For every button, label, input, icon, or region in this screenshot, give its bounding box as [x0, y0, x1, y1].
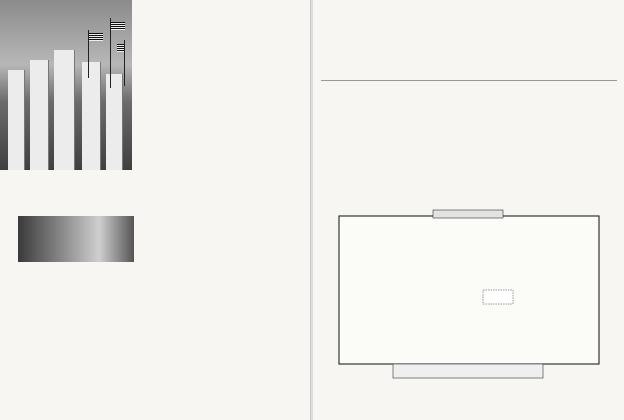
- building-pylon: [54, 50, 75, 170]
- flag-icon: [111, 22, 125, 30]
- exhibitor-directory-col-2: [419, 88, 511, 202]
- bandstand-area: [483, 290, 513, 304]
- right-body-column-1: [321, 22, 409, 76]
- exhibitor-directory-col-1: [321, 84, 413, 202]
- right-body-column-3: [519, 22, 607, 76]
- entrance-facilities: [393, 364, 543, 378]
- hall-outline: [339, 216, 599, 364]
- flagpole: [124, 40, 125, 86]
- left-page: [0, 0, 311, 420]
- building-photo: [0, 0, 132, 170]
- right-body-column-2: [417, 22, 505, 76]
- building-pylon: [106, 74, 123, 170]
- storage-area: [433, 210, 503, 218]
- flag-icon: [117, 44, 124, 52]
- building-pylon: [30, 60, 49, 170]
- right-page: [313, 0, 624, 420]
- section-divider: [321, 80, 617, 81]
- body-column-2: [106, 272, 188, 400]
- body-column-3: [194, 272, 276, 400]
- building-pylon: [8, 70, 25, 170]
- floor-plan: [313, 204, 624, 394]
- flag-icon: [89, 33, 103, 41]
- building-pylon: [82, 62, 101, 170]
- exhibitor-directory-col-3: [519, 88, 611, 202]
- body-column-1: [18, 272, 100, 400]
- building-lower-photo: [18, 216, 134, 262]
